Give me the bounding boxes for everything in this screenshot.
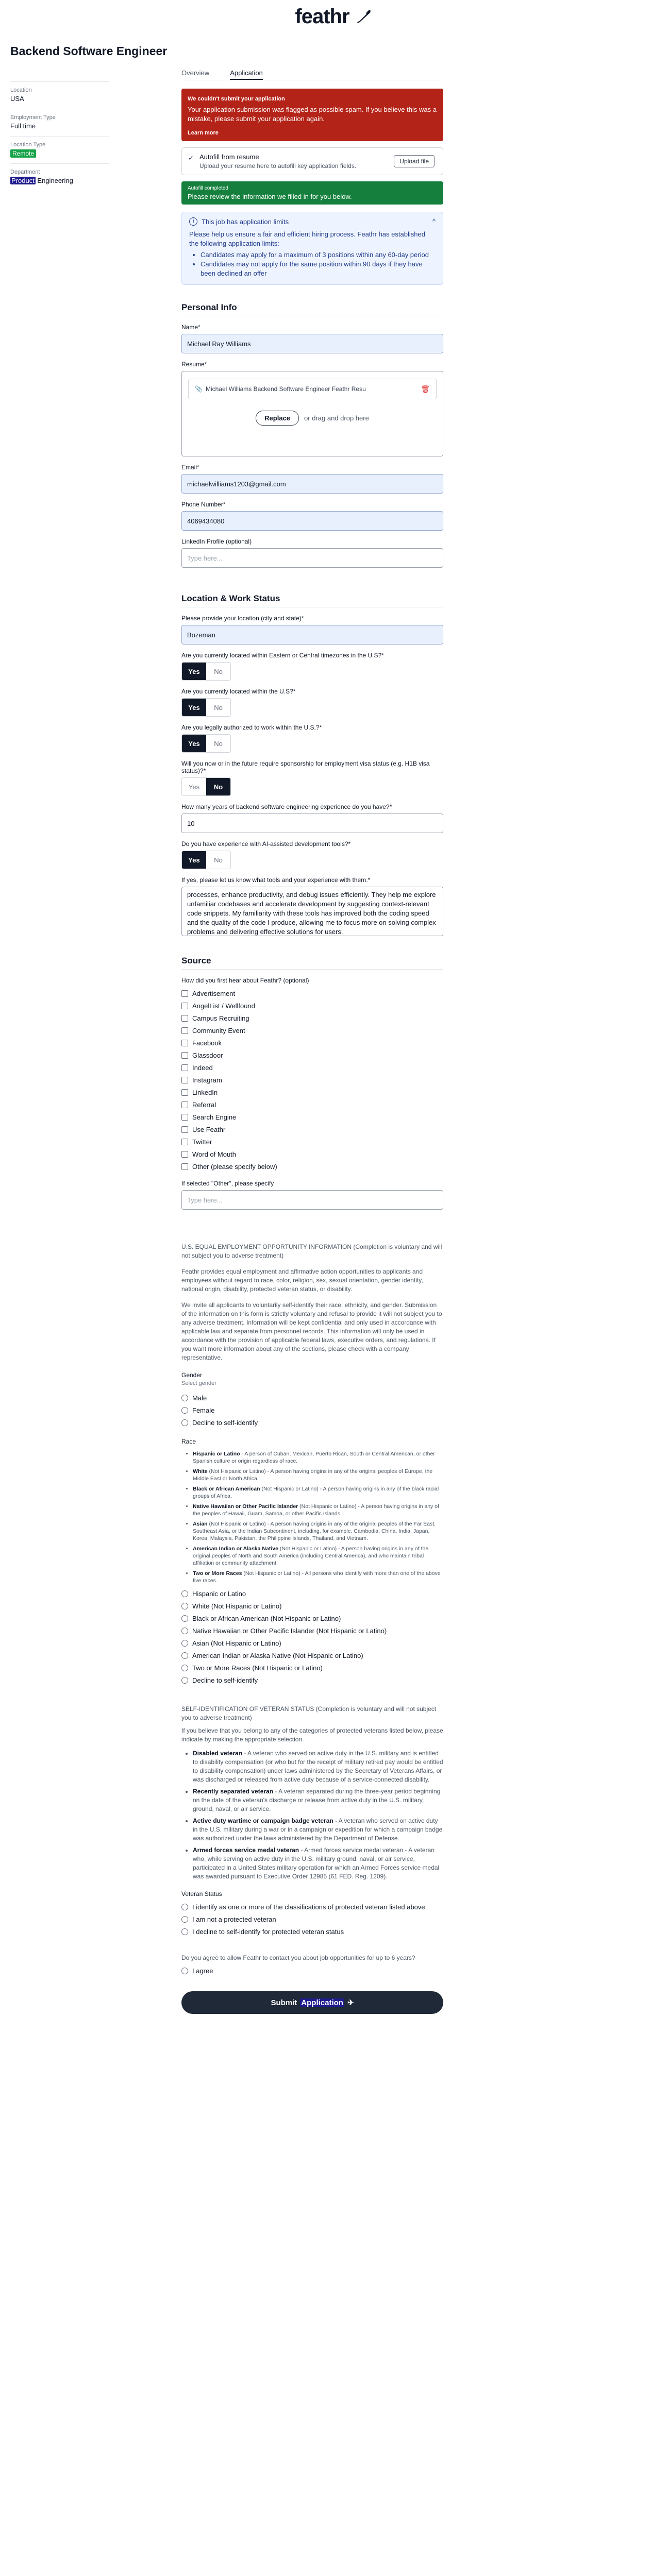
consent-option[interactable]: I agree <box>181 1964 443 1977</box>
application-limits-info: i This job has application limits ^ Please help us ensure a fair and efficient hiring process. Feathr has established the following application limits: • Candidates may apply for a maximum of 3 positions within any 60-day period • Candidates may not apply for the same position within 90 days if they have been declined an offer <box>181 212 443 285</box>
checkbox[interactable] <box>181 1003 188 1009</box>
timezone-no-button[interactable]: No <box>206 663 230 680</box>
years-experience-input[interactable]: 10 <box>181 814 443 833</box>
phone-input[interactable]: 4069434080 <box>181 511 443 531</box>
race-option[interactable]: Black or African American (Not Hispanic or Latino) <box>181 1612 443 1624</box>
ai-tools-no-button[interactable]: No <box>206 851 230 869</box>
checkbox[interactable] <box>181 1114 188 1121</box>
us-location-toggle <box>181 698 231 717</box>
radio[interactable] <box>181 1968 188 1974</box>
sponsorship-toggle <box>181 777 231 796</box>
work-authorization-toggle <box>181 734 231 753</box>
veteran-heading: SELF-IDENTIFICATION OF VETERAN STATUS (Completion is voluntary and will not subject you to adverse treatment) <box>181 1705 437 1721</box>
radio[interactable] <box>181 1628 188 1634</box>
race-option[interactable]: White (Not Hispanic or Latino) <box>181 1600 443 1612</box>
gender-option[interactable]: Female <box>181 1404 443 1416</box>
checkbox[interactable] <box>181 1077 188 1083</box>
radio[interactable] <box>181 1590 188 1597</box>
radio[interactable] <box>181 1904 188 1910</box>
resume-upload: 📎 Michael Williams Backend Software Engineer Feathr Resu 🗑 Replace or drag and drop here <box>181 371 443 456</box>
remote-badge: Remote <box>10 149 36 158</box>
autofill-panel: ✓ Autofill from resume Upload your resume here to autofill key application fields. Upload file <box>181 147 443 175</box>
source-option[interactable]: Community Event <box>181 1024 443 1037</box>
source-options <box>181 987 443 1173</box>
us-location-yes-button[interactable]: Yes <box>182 699 206 716</box>
upload-file-button[interactable]: Upload file <box>394 155 435 167</box>
veteran-definitions: • Disabled veteran - A veteran who served on active duty in the U.S. military and is entitled to disability compensation (or who but for the receipt of military retired pay would be entitled to disability compensation) under laws administered by the Secretary of Veterans Affairs, or was discharged or released from active duty because of a service-connected disability. • Recently separated veteran - A veteran separated during the three-year period beginning on the date of the veteran's discharge or release from active duty in the U.S. military, ground, naval, or air service. • Active duty wartime or campaign badge veteran - A veteran who served on active duty in the U.S. military during a war or in a campaign or expedition for which a campaign badge was authorized under the laws administered by the Department of Defense. • Armed forces service medal veteran - Armed forces service medal veteran - A veteran who, while serving on active duty in the U.S. military ground, naval, or air service, participated in a United States military operation for which an Armed Forces service medal was awarded pursuant to Executive Order 12985 (61 FED. Reg. 1209). <box>181 1749 443 1881</box>
checkbox[interactable] <box>181 1052 188 1059</box>
radio[interactable] <box>181 1395 188 1401</box>
feathr-logo[interactable] <box>295 5 373 28</box>
radio[interactable] <box>181 1916 188 1923</box>
source-option[interactable]: Other (please specify below) <box>181 1160 443 1173</box>
application-form: We couldn't submit your application Your application submission was flagged as possible spam. If you believe this was a mistake, please submit your application again. Learn more ✓ Autofill from resume Upload your resume here to autofill key application fields. Upload file Autofill completed Please review the information we filled in for you below. i This job has application limits ^ Please help us ensure a fair and efficient hiring process. Feathr has established the following application limits: • Candidates may apply for a maximum of 3 positions within any 60-day period • Candidates may not apply for the same position within 90 days if they have been declined an offer Personal Info Name* Michael Ray Williams Resume* 📎 Michael Williams Backend Software Engineer Feathr Resu 🗑 Replace or drag and drop here Email* michaelwilliams1203@gmail.com Phone Number* 4069434080 LinkedIn Profile (optional) Type here... Location & Work Status Please provide your location (city and state)* Bozeman Are you currently located within Eastern or Central timezones in the U.S?* Yes No Are you currently located within the U.S?* Yes No Are you legally authorized to work within the U.S.?* Yes No Will you now or in the future require sponsorship for employment visa status (e.g. H1B visa status)?* Yes No How many years of backend software engineering experience do you have?* 10 Do you have experience with AI-assisted development tools?* Yes No If yes, please let us know what tools and your experience with them.* processes, enhance productivity, and debug issues efficiently. They help me explore unfamiliar codebases and accelerate development by suggesting context-relevant code snippets. My familiarity with these tools has improved both the coding speed and the quality of the code I produce, allowing me to focus more on solving complex problems and delivering effective solutions for users. Source How did you first hear about Feathr? (optional) Advertisement AngelList / Wellfound Campus Recruiting Community Event Facebook Glassdoor Indeed Instagram LinkedIn Referral Search Engine Use Feathr Twitter Word of Mouth Other (please specify below) If selected "Other", please specify Type here... U.S. EQUAL EMPLOYMENT OPPORTUNITY INFORMATION (Completion is voluntary and will not subject you to adverse treatment) Feathr provides equal employment and affirmative action opportunities to applicants and employees without regard to race, color, religion, sex, sexual orientation, gender identity, national origin, disability, protected veteran status, or disability. We invite all applicants to voluntarily self-identify their race, ethnicity, and gender. Submission of the information on this form is strictly voluntary and refusal to provide it will not subject you to any adverse treatment. Information will be kept confidential and only used in accordance with applicable law and separate from personnel records. This information will only be used in accordance with the provision of applicable federal laws, executive orders, and regulations. If you want more information about any of the sections, please check with a company representative. Gender Select gender Male Female Decline to self-identify Race • Hispanic or Latino - A person of Cuban, Mexican, Puerto Rican, South or Central American, or other Spanish culture or origin regardless of race. • White (Not Hispanic or Latino) - A person having origins in any of the original peoples of Europe, the Middle East or North Africa. • Black or African American (Not Hispanic or Latino) - A person having origins in any of the black racial groups of Africa. • Native Hawaiian or Other Pacific Islander (Not Hispanic or Latino) - A person having origins in any of the peoples of Hawaii, Guam, Samoa, or other Pacific Islands. • Asian (Not Hispanic or Latino) - A person having origins in any of the original peoples of the Far East, Southeast Asia, or the Indian Subcontinent, including, for example, Cambodia, China, India, Japan, Korea, Malaysia, Pakistan, the Philippine Islands, Thailand, and Vietnam. • American Indian or Alaska Native (Not Hispanic or Latino) - A person having origins in any of the original peoples of North and South America (including Central America), and who maintain tribal affiliation or community attachment. • Two or More Races (Not Hispanic or Latino) - All persons who identify with more than one of the above five races. Hispanic or Latino White (Not Hispanic or Latino) Black or African American (Not Hispanic or Latino) Native Hawaiian or Other Pacific Islander (Not Hispanic or Latino) Asian (Not Hispanic or Latino) American Indian or Alaska Native (Not Hispanic or Latino) Two or More Races (Not Hispanic or Latino) Decline to self-identify SELF-IDENTIFICATION OF VETERAN STATUS (Completion is voluntary and will not subject you to adverse treatment) If you believe that you belong to any of the categories of protected veterans listed below, please indicate by making the appropriate selection. • Disabled veteran - A veteran who served on active duty in the U.S. military and is entitled to disability compensation (or who but for the receipt of military retired pay would be entitled to disability compensation) under laws administered by the Secretary of Veterans Affairs, or was discharged or released from active duty because of a service-connected disability. • Recently separated veteran - A veteran separated during the three-year period beginning on the date of the veteran's discharge or release from active duty in the U.S. military, ground, naval, or air service. • Active duty wartime or campaign badge veteran - A veteran who served on active duty in the U.S. military during a war or in a campaign or expedition for which a campaign badge was authorized under the laws administered by the Department of Defense. • Armed forces service medal veteran - Armed forces service medal veteran - A veteran who, while serving on active duty in the U.S. military ground, naval, or air service, participated in a United States military operation for which an Armed Forces service medal was awarded pursuant to Executive Order 12985 (61 FED. Reg. 1209). Veteran Status I identify as one or more of the classifications of protected veteran listed above I am not a protected veteran I decline to self-identify for protected veteran status Do you agree to allow Feathr to contact you about job opportunities for up to 6 years? I agree Submit Application ✈ <box>181 89 443 2014</box>
work-authorization-yes-button[interactable]: Yes <box>182 735 206 752</box>
veteran-option[interactable]: I identify as one or more of the classifications of protected veteran listed above <box>181 1901 443 1913</box>
paperclip-icon: 📎 <box>195 385 203 393</box>
checkbox[interactable] <box>181 1064 188 1071</box>
spam-alert: We couldn't submit your application Your application submission was flagged as possible spam. If you believe this was a mistake, please submit your application again. Learn more <box>181 89 443 141</box>
ai-tools-experience-textarea[interactable]: processes, enhance productivity, and debug issues efficiently. They help me explore unfamiliar codebases and accelerate development by suggesting context-relevant code snippets. My familiarity with these tools has improved both the coding speed and the quality of the code I produce, allowing me to focus more on solving complex problems and delivering effective solutions for users. <box>181 887 443 936</box>
us-location-no-button[interactable]: No <box>206 699 230 716</box>
check-icon: ✓ <box>188 154 194 162</box>
gender-option[interactable]: Male <box>181 1392 443 1404</box>
timezone-yes-button[interactable]: Yes <box>182 663 206 680</box>
veteran-options <box>181 1901 443 1938</box>
checkbox[interactable] <box>181 1163 188 1170</box>
source-option[interactable]: Campus Recruiting <box>181 1012 443 1024</box>
email-input[interactable]: michaelwilliams1203@gmail.com <box>181 474 443 494</box>
source-option[interactable]: LinkedIn <box>181 1086 443 1098</box>
submit-application-button[interactable]: Submit Application ✈ <box>181 1991 443 2014</box>
page-title: Backend Software Engineer <box>10 44 168 58</box>
radio[interactable] <box>181 1652 188 1659</box>
work-authorization-no-button[interactable]: No <box>206 735 230 752</box>
tab-bar <box>181 69 443 80</box>
radio[interactable] <box>181 1603 188 1609</box>
veteran-option[interactable]: I am not a protected veteran <box>181 1913 443 1925</box>
source-option[interactable]: Search Engine <box>181 1111 443 1123</box>
header <box>0 0 668 33</box>
radio[interactable] <box>181 1640 188 1647</box>
race-options <box>181 1587 443 1686</box>
location-type-block: Location Type Remote <box>10 136 109 163</box>
linkedin-input[interactable]: Type here... <box>181 548 443 568</box>
timezone-toggle <box>181 662 231 681</box>
checkbox[interactable] <box>181 1139 188 1145</box>
logo-text: feathr <box>295 5 349 28</box>
source-option[interactable]: Advertisement <box>181 987 443 999</box>
race-option[interactable]: Asian (Not Hispanic or Latino) <box>181 1637 443 1649</box>
race-option[interactable]: Decline to self-identify <box>181 1674 443 1686</box>
source-option[interactable]: Twitter <box>181 1136 443 1148</box>
tab-application[interactable]: Application <box>230 69 263 80</box>
sponsorship-yes-button[interactable]: Yes <box>182 778 206 795</box>
collapse-icon[interactable]: ^ <box>432 217 436 225</box>
source-option[interactable]: Instagram <box>181 1074 443 1086</box>
replace-resume-button[interactable]: Replace <box>256 411 299 426</box>
trash-icon[interactable]: 🗑 <box>421 385 430 393</box>
checkbox[interactable] <box>181 1089 188 1096</box>
autofill-success-alert: Autofill completed Please review the information we filled in for you below. <box>181 181 443 205</box>
checkbox[interactable] <box>181 1027 188 1034</box>
ai-tools-toggle <box>181 851 231 869</box>
radio[interactable] <box>181 1677 188 1684</box>
employment-type-block: Employment Type Full time <box>10 109 109 136</box>
learn-more-link[interactable]: Learn more <box>188 130 219 136</box>
race-option[interactable]: Two or More Races (Not Hispanic or Latino) <box>181 1662 443 1674</box>
checkbox[interactable] <box>181 1101 188 1108</box>
source-option[interactable]: Facebook <box>181 1037 443 1049</box>
gender-options <box>181 1392 443 1429</box>
checkbox[interactable] <box>181 1151 188 1158</box>
source-option[interactable]: Glassdoor <box>181 1049 443 1061</box>
personal-info-heading: Personal Info <box>181 302 443 316</box>
radio[interactable] <box>181 1615 188 1622</box>
radio[interactable] <box>181 1665 188 1671</box>
race-definitions: • Hispanic or Latino - A person of Cuban, Mexican, Puerto Rican, South or Central American, or other Spanish culture or origin regardless of race. • White (Not Hispanic or Latino) - A person having origins in any of the original peoples of Europe, the Middle East or North Africa. • Black or African American (Not Hispanic or Latino) - A person having origins in any of the black racial groups of Africa. • Native Hawaiian or Other Pacific Islander (Not Hispanic or Latino) - A person having origins in any of the peoples of Hawaii, Guam, Samoa, or other Pacific Islands. • Asian (Not Hispanic or Latino) - A person having origins in any of the original peoples of the Far East, Southeast Asia, or the Indian Subcontinent, including, for example, Cambodia, China, India, Japan, Korea, Malaysia, Pakistan, the Philippine Islands, Thailand, and Vietnam. • American Indian or Alaska Native (Not Hispanic or Latino) - A person having origins in any of the original peoples of North and South America (including Central America), and who maintain tribal affiliation or community attachment. • Two or More Races (Not Hispanic or Latino) - All persons who identify with more than one of the above five races. <box>181 1450 443 1584</box>
gender-option[interactable]: Decline to self-identify <box>181 1416 443 1429</box>
source-option[interactable]: AngelList / Wellfound <box>181 999 443 1012</box>
source-other-input[interactable]: Type here... <box>181 1190 443 1210</box>
radio[interactable] <box>181 1407 188 1414</box>
race-option[interactable]: Hispanic or Latino <box>181 1587 443 1600</box>
source-heading: Source <box>181 956 443 970</box>
location-block: Location USA <box>10 81 109 109</box>
name-input[interactable]: Michael Ray Williams <box>181 334 443 353</box>
info-icon: i <box>189 217 197 226</box>
radio[interactable] <box>181 1928 188 1935</box>
race-option[interactable]: Native Hawaiian or Other Pacific Islander (Not Hispanic or Latino) <box>181 1624 443 1637</box>
checkbox[interactable] <box>181 1015 188 1022</box>
checkbox[interactable] <box>181 1040 188 1046</box>
radio[interactable] <box>181 1419 188 1426</box>
source-option[interactable]: Referral <box>181 1098 443 1111</box>
city-state-input[interactable]: Bozeman <box>181 625 443 645</box>
send-icon: ✈ <box>347 1998 354 2007</box>
job-details-sidebar <box>10 81 109 191</box>
source-option[interactable]: Word of Mouth <box>181 1148 443 1160</box>
resume-file: 📎 Michael Williams Backend Software Engineer Feathr Resu 🗑 <box>188 379 437 399</box>
ai-tools-yes-button[interactable]: Yes <box>182 851 206 869</box>
veteran-option[interactable]: I decline to self-identify for protected veteran status <box>181 1925 443 1938</box>
sponsorship-no-button[interactable]: No <box>206 778 230 795</box>
checkbox[interactable] <box>181 1126 188 1133</box>
department-block: Department Product Engineering <box>10 163 109 191</box>
checkbox[interactable] <box>181 990 188 997</box>
location-work-heading: Location & Work Status <box>181 594 443 607</box>
feather-icon <box>354 7 373 26</box>
source-option[interactable]: Indeed <box>181 1061 443 1074</box>
source-option[interactable]: Use Feathr <box>181 1123 443 1136</box>
eeo-heading: U.S. EQUAL EMPLOYMENT OPPORTUNITY INFORMATION (Completion is voluntary and will not subject you to adverse treatment) <box>181 1243 442 1259</box>
race-option[interactable]: American Indian or Alaska Native (Not Hispanic or Latino) <box>181 1649 443 1662</box>
tab-overview[interactable]: Overview <box>181 69 210 77</box>
